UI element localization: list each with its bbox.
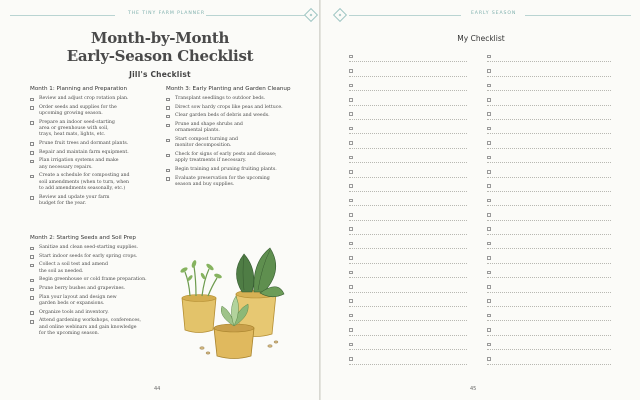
checklist-item — [166, 105, 291, 111]
month3-heading: Month 3: Early Planting and Garden Cleanup — [166, 86, 291, 92]
diamond-ornament-icon — [304, 8, 318, 22]
blank-checklist-row[interactable] — [487, 206, 611, 220]
blank-checklist-row[interactable] — [487, 321, 611, 335]
blank-checklist-row[interactable] — [349, 278, 467, 292]
checkbox[interactable] — [349, 69, 353, 73]
checkbox[interactable] — [487, 184, 491, 188]
blank-checklist-row[interactable] — [487, 307, 611, 321]
blank-checklist-row[interactable] — [349, 134, 467, 148]
checkbox[interactable] — [166, 98, 170, 102]
checkbox[interactable] — [487, 55, 491, 59]
checklist-item — [30, 318, 155, 337]
header-rule — [349, 15, 461, 16]
checklist-item — [30, 245, 155, 251]
checkbox[interactable] — [30, 311, 34, 315]
checkbox[interactable] — [349, 213, 353, 217]
blank-checklist-row[interactable] — [487, 192, 611, 206]
checkbox[interactable] — [166, 169, 170, 173]
blank-checklist-row[interactable] — [349, 178, 467, 192]
blank-checklist-row[interactable] — [349, 48, 467, 62]
checklist-item-text: Check for signs of early pests and disease; apply treatments if necessary. — [175, 152, 277, 164]
checkbox[interactable] — [349, 98, 353, 102]
checklist-item-text: Start indoor seeds for early spring crops. — [39, 253, 138, 259]
checklist-item — [166, 176, 291, 189]
checklist-item-text: Clear garden beds of debris and weeds. — [175, 113, 270, 119]
blank-checklist-row[interactable] — [349, 293, 467, 307]
blank-checklist-row[interactable] — [349, 91, 467, 105]
checkbox[interactable] — [349, 199, 353, 203]
checklist-item-text: Sanitize and clean seed-starting supplies. — [39, 245, 138, 250]
checklist-item — [166, 122, 291, 135]
checklist-item-text: Prepare an indoor seed-starting area or greenhouse with soil, trays, heat mats, lights, etc. — [39, 119, 115, 138]
blank-checklist-row[interactable] — [487, 48, 611, 62]
checklist-item-text: Start compost turning and monitor decomposition. — [175, 137, 238, 149]
checkbox[interactable] — [349, 112, 353, 116]
diamond-ornament-icon — [333, 8, 347, 22]
checklist-item-text: Transplant seedlings to outdoor beds. — [175, 96, 266, 101]
header-rule — [206, 15, 306, 16]
checkbox[interactable] — [30, 175, 34, 179]
checkbox[interactable] — [349, 328, 353, 332]
checkbox[interactable] — [487, 357, 491, 361]
checkbox[interactable] — [166, 177, 170, 181]
checkbox[interactable] — [487, 170, 491, 174]
checkbox[interactable] — [487, 84, 491, 88]
checklist-item-text: Repair and maintain farm equipment. — [39, 149, 129, 155]
checklist-item-text: Create a schedule for composting and soil amendments (when to turn, when to add amendments seasonally, etc.) — [39, 173, 130, 191]
checklist-item — [30, 295, 155, 308]
blank-checklist-row[interactable] — [487, 149, 611, 163]
blank-checklist-row[interactable] — [349, 350, 467, 364]
blank-checklist-row[interactable] — [349, 249, 467, 263]
blank-checklist-row[interactable] — [349, 149, 467, 163]
blank-checklist-row[interactable] — [487, 62, 611, 76]
blank-checklist-row[interactable] — [349, 62, 467, 76]
checklist-item-text: Plan irrigation systems and make any necessary repairs. — [39, 158, 119, 170]
checklist-item — [30, 173, 155, 192]
blank-checklist-row[interactable] — [487, 336, 611, 350]
checkbox[interactable] — [487, 127, 491, 131]
checklist-item — [30, 262, 155, 275]
checklist-item-text: Evaluate preservation for the upcoming season and buy supplies. — [175, 175, 270, 187]
checklist-item-text: Prune berry bushes and grapevines. — [39, 286, 126, 292]
checklist-item — [166, 167, 291, 173]
checkbox[interactable] — [349, 170, 353, 174]
page-title-line2: Early-Season Checklist — [66, 47, 254, 65]
leafy-plant-pot-icon — [236, 248, 284, 337]
my-checklist-title: My Checklist — [457, 34, 505, 43]
checkbox[interactable] — [349, 285, 353, 289]
blank-checklist-row[interactable] — [349, 77, 467, 91]
checkbox[interactable] — [349, 314, 353, 318]
checklist-item — [166, 137, 291, 150]
checkbox[interactable] — [166, 124, 170, 128]
blank-checklist-row[interactable] — [487, 249, 611, 263]
blank-checklist-row[interactable] — [487, 350, 611, 364]
blank-checklist-row[interactable] — [349, 264, 467, 278]
checkbox[interactable] — [487, 213, 491, 217]
checklist-item-text: Direct sow hardy crops like peas and lettuce. — [175, 104, 283, 110]
checkbox[interactable] — [30, 279, 34, 283]
checkbox[interactable] — [349, 256, 353, 260]
checklist-item-text: Prune and shape shrubs and ornamental plants. — [175, 122, 243, 134]
blank-checklist-row[interactable] — [487, 163, 611, 177]
running-header — [321, 8, 640, 22]
running-head-label: EARLY SEASON — [471, 11, 517, 16]
checklist-item — [30, 120, 155, 139]
checklist-item — [166, 96, 291, 102]
month1-list — [30, 96, 155, 210]
checklist-item — [30, 254, 155, 260]
potted-plants-illustration — [172, 236, 292, 362]
checklist-item-text: Plan your layout and design new garden beds or expansions. — [39, 294, 117, 307]
blank-checklist-row[interactable] — [349, 106, 467, 120]
checkbox[interactable] — [30, 255, 34, 259]
right-page — [320, 0, 640, 400]
checklist-item — [30, 141, 155, 147]
blank-checklist-row[interactable] — [349, 307, 467, 321]
checklist-item-text: Begin greenhouse or cold frame preparation. — [39, 277, 147, 283]
checkbox[interactable] — [30, 160, 34, 164]
page-number: 44 — [154, 386, 161, 392]
seedling-pot-icon — [180, 260, 223, 333]
checkbox[interactable] — [487, 314, 491, 318]
checkbox[interactable] — [30, 142, 34, 146]
blank-checklist-row[interactable] — [487, 91, 611, 105]
checkbox[interactable] — [166, 154, 170, 158]
blank-checklist-column-left — [349, 48, 467, 365]
checkbox[interactable] — [349, 184, 353, 188]
checklist-item-text: Attend gardening workshops, conferences, and online webinars and gain knowledge for the upcoming season. — [39, 318, 142, 336]
checkbox[interactable] — [487, 112, 491, 116]
checklist-item — [30, 105, 155, 118]
checkbox[interactable] — [487, 141, 491, 145]
page-subtitle: Jill's Checklist — [129, 70, 191, 79]
checkbox[interactable] — [30, 98, 34, 102]
checklist-item-text: Order seeds and supplies for the upcoming growing season. — [39, 104, 117, 116]
checkbox[interactable] — [166, 106, 170, 110]
blank-checklist-row[interactable] — [487, 77, 611, 91]
checkbox[interactable] — [349, 55, 353, 59]
blank-checklist-row[interactable] — [349, 321, 467, 335]
checklist-item — [30, 96, 155, 102]
succulent-pot-icon — [214, 296, 254, 359]
blank-checklist-row[interactable] — [487, 178, 611, 192]
blank-checklist-row[interactable] — [487, 134, 611, 148]
checkbox[interactable] — [349, 271, 353, 275]
checkbox[interactable] — [30, 296, 34, 300]
checklist-item — [30, 158, 155, 171]
checklist-item-text: Organize tools and inventory. — [39, 309, 109, 315]
checklist-item-text: Collect a soil test and amend the soil as needed. — [39, 262, 108, 274]
checkbox[interactable] — [487, 299, 491, 303]
checklist-item-text: Review and update your farm budget for the year. — [39, 194, 110, 206]
checklist-item — [30, 310, 155, 316]
month2-heading: Month 2: Starting Seeds and Soil Prep — [30, 235, 136, 241]
blank-checklist-row[interactable] — [349, 221, 467, 235]
checkbox[interactable] — [487, 271, 491, 275]
blank-checklist-row[interactable] — [487, 221, 611, 235]
checkbox[interactable] — [30, 151, 34, 155]
page-title-line1: Month-by-Month — [90, 29, 230, 47]
checklist-item — [30, 277, 155, 283]
blank-checklist-row[interactable] — [349, 120, 467, 134]
checkbox[interactable] — [349, 84, 353, 88]
blank-checklist-row[interactable] — [487, 106, 611, 120]
blank-checklist-row[interactable] — [487, 235, 611, 249]
month2-list — [30, 245, 155, 340]
checkbox[interactable] — [487, 242, 491, 246]
checkbox[interactable] — [349, 141, 353, 145]
month1-heading: Month 1: Planning and Preparation — [30, 86, 128, 92]
blank-checklist-row[interactable] — [487, 293, 611, 307]
blank-checklist-row[interactable] — [349, 336, 467, 350]
checkbox[interactable] — [166, 139, 170, 143]
checkbox[interactable] — [30, 288, 34, 292]
checkbox[interactable] — [487, 256, 491, 260]
blank-checklist-row[interactable] — [349, 163, 467, 177]
checkbox[interactable] — [487, 343, 491, 347]
page-number: 45 — [470, 386, 477, 392]
checkbox[interactable] — [487, 285, 491, 289]
blank-checklist-row[interactable] — [349, 206, 467, 220]
checkbox[interactable] — [487, 227, 491, 231]
checkbox[interactable] — [349, 227, 353, 231]
blank-checklist-row[interactable] — [487, 264, 611, 278]
checkbox[interactable] — [349, 357, 353, 361]
blank-checklist-row[interactable] — [487, 278, 611, 292]
checklist-item — [30, 286, 155, 292]
checkbox[interactable] — [30, 196, 34, 200]
checkbox[interactable] — [30, 320, 34, 324]
checkbox[interactable] — [487, 98, 491, 102]
running-head-label: THE TINY FARM PLANNER — [128, 11, 205, 16]
checkbox[interactable] — [30, 247, 34, 251]
checkbox[interactable] — [349, 299, 353, 303]
checkbox[interactable] — [487, 69, 491, 73]
checkbox[interactable] — [166, 115, 170, 119]
running-header — [0, 8, 319, 22]
checkbox[interactable] — [349, 156, 353, 160]
header-rule — [10, 15, 115, 16]
checklist-item — [166, 152, 291, 165]
checkbox[interactable] — [487, 199, 491, 203]
checkbox[interactable] — [349, 127, 353, 131]
checklist-item-text: Begin training and pruning fruiting plants. — [175, 167, 277, 173]
blank-checklist-row[interactable] — [349, 235, 467, 249]
checkbox[interactable] — [349, 343, 353, 347]
checklist-item — [30, 150, 155, 156]
checklist-item-text: Prune fruit trees and dormant plants. — [39, 140, 129, 146]
month3-list — [166, 96, 291, 191]
blank-checklist-row[interactable] — [487, 120, 611, 134]
checkbox[interactable] — [349, 242, 353, 246]
checkbox[interactable] — [30, 121, 34, 125]
checkbox[interactable] — [487, 328, 491, 332]
checkbox[interactable] — [30, 106, 34, 110]
header-rule — [525, 15, 631, 16]
checklist-item — [166, 113, 291, 119]
checkbox[interactable] — [487, 156, 491, 160]
checkbox[interactable] — [30, 264, 34, 268]
blank-checklist-column-right — [487, 48, 611, 365]
checklist-item-text: Review and adjust crop rotation plan. — [39, 96, 129, 101]
checklist-item — [30, 195, 155, 208]
blank-checklist-row[interactable] — [349, 192, 467, 206]
